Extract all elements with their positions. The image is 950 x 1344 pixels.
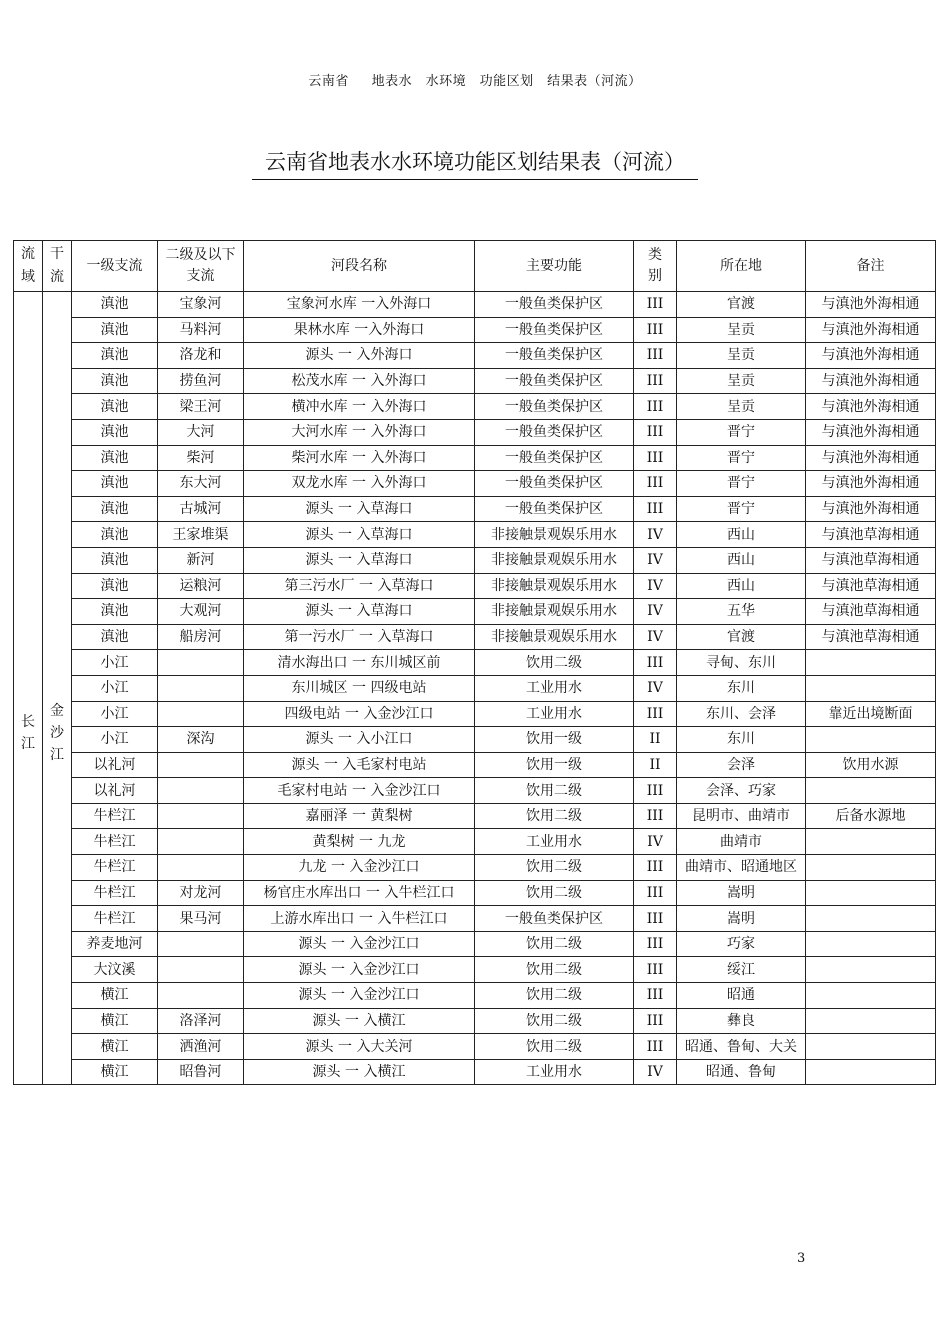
location-cell: 寻甸、东川	[677, 650, 806, 676]
table-row	[14, 701, 936, 727]
section-name-cell: 松茂水库 一 入外海口	[244, 368, 475, 394]
table-row	[14, 599, 936, 625]
table-row	[14, 471, 936, 497]
class-cell: III	[634, 957, 677, 983]
class-cell: IV	[634, 573, 677, 599]
section-name-cell: 黄梨树 一 九龙	[244, 829, 475, 855]
tributary2-cell: 东大河	[158, 471, 244, 497]
tributary1-cell: 横江	[72, 1034, 158, 1060]
remarks-cell	[806, 727, 936, 753]
remarks-cell: 靠近出境断面	[806, 701, 936, 727]
section-name-cell: 大河水库 一 入外海口	[244, 419, 475, 445]
main-function-cell: 一般鱼类保护区	[475, 292, 634, 318]
main-function-cell: 一般鱼类保护区	[475, 445, 634, 471]
class-cell: III	[634, 317, 677, 343]
class-cell: IV	[634, 599, 677, 625]
table-row	[14, 317, 936, 343]
remarks-cell: 与滇池外海相通	[806, 419, 936, 445]
tributary1-cell: 滇池	[72, 573, 158, 599]
table-row	[14, 368, 936, 394]
tributary1-cell: 滇池	[72, 317, 158, 343]
col-section-header: 河段名称	[244, 241, 475, 292]
header-vertical-text: 干流	[50, 246, 64, 285]
section-name-cell: 果林水库 一入外海口	[244, 317, 475, 343]
remarks-cell	[806, 931, 936, 957]
class-cell: III	[634, 855, 677, 881]
class-cell: III	[634, 1008, 677, 1034]
remarks-cell: 与滇池草海相通	[806, 624, 936, 650]
remarks-cell	[806, 1034, 936, 1060]
tributary2-cell: 王家堆渠	[158, 522, 244, 548]
section-name-cell: 源头 一 入草海口	[244, 547, 475, 573]
tributary1-cell: 小江	[72, 675, 158, 701]
main-function-cell: 饮用二级	[475, 803, 634, 829]
col-tributary1-header: 一级支流	[72, 241, 158, 292]
col-class-header: 类别	[634, 241, 677, 292]
class-cell: III	[634, 701, 677, 727]
table-row	[14, 1034, 936, 1060]
tributary2-cell: 船房河	[158, 624, 244, 650]
main-function-cell: 饮用二级	[475, 778, 634, 804]
main-function-cell: 工业用水	[475, 1059, 634, 1085]
tributary1-cell: 滇池	[72, 624, 158, 650]
location-cell: 东川	[677, 675, 806, 701]
class-cell: III	[634, 343, 677, 369]
section-name-cell: 源头 一 入大关河	[244, 1034, 475, 1060]
tributary2-cell: 新河	[158, 547, 244, 573]
remarks-cell: 饮用水源	[806, 752, 936, 778]
remarks-cell: 与滇池草海相通	[806, 522, 936, 548]
tributary1-cell: 滇池	[72, 292, 158, 318]
tributary1-cell: 横江	[72, 983, 158, 1009]
tributary1-cell: 牛栏江	[72, 855, 158, 881]
class-cell: IV	[634, 624, 677, 650]
tributary1-cell: 小江	[72, 650, 158, 676]
class-cell: III	[634, 445, 677, 471]
tributary1-cell: 滇池	[72, 343, 158, 369]
location-cell: 晋宁	[677, 419, 806, 445]
main-function-cell: 饮用二级	[475, 983, 634, 1009]
remarks-cell: 与滇池外海相通	[806, 445, 936, 471]
remarks-cell	[806, 1008, 936, 1034]
tributary1-cell: 横江	[72, 1008, 158, 1034]
table-body	[14, 292, 936, 1085]
tributary2-cell: 宝象河	[158, 292, 244, 318]
tributary2-cell	[158, 983, 244, 1009]
table-row	[14, 496, 936, 522]
class-cell: III	[634, 983, 677, 1009]
main-function-cell: 饮用二级	[475, 957, 634, 983]
section-name-cell: 源头 一 入金沙江口	[244, 931, 475, 957]
running-header: 云南省 地表水 水环境 功能区划 结果表（河流）	[308, 74, 642, 89]
main-function-cell: 一般鱼类保护区	[475, 394, 634, 420]
main-function-cell: 非接触景观娱乐用水	[475, 522, 634, 548]
main-function-cell: 一般鱼类保护区	[475, 343, 634, 369]
location-cell: 东川	[677, 727, 806, 753]
section-name-cell: 源头 一 入横江	[244, 1059, 475, 1085]
class-cell: IV	[634, 675, 677, 701]
section-name-cell: 第三污水厂 一 入草海口	[244, 573, 475, 599]
table-row	[14, 343, 936, 369]
location-cell: 晋宁	[677, 445, 806, 471]
location-cell: 昭通	[677, 983, 806, 1009]
location-cell: 巧家	[677, 931, 806, 957]
main-function-cell: 一般鱼类保护区	[475, 317, 634, 343]
header-vertical-text: 流域	[21, 246, 35, 285]
section-name-cell: 源头 一 入外海口	[244, 343, 475, 369]
tributary1-cell: 滇池	[72, 496, 158, 522]
tributary2-cell: 古城河	[158, 496, 244, 522]
main-function-cell: 饮用二级	[475, 650, 634, 676]
tributary2-cell: 马料河	[158, 317, 244, 343]
location-cell: 嵩明	[677, 906, 806, 932]
remarks-cell: 与滇池外海相通	[806, 368, 936, 394]
mainstream-cell: 金沙江	[43, 292, 72, 1085]
location-cell: 曲靖市	[677, 829, 806, 855]
main-function-cell: 饮用二级	[475, 931, 634, 957]
tributary2-cell	[158, 855, 244, 881]
remarks-cell	[806, 855, 936, 881]
location-cell: 官渡	[677, 624, 806, 650]
tributary2-cell: 洛泽河	[158, 1008, 244, 1034]
remarks-cell	[806, 906, 936, 932]
tributary2-cell: 昭鲁河	[158, 1059, 244, 1085]
section-name-cell: 杨官庄水库出口 一 入牛栏江口	[244, 880, 475, 906]
main-function-cell: 非接触景观娱乐用水	[475, 547, 634, 573]
class-cell: III	[634, 803, 677, 829]
table-row	[14, 292, 936, 318]
class-cell: III	[634, 394, 677, 420]
tributary1-cell: 牛栏江	[72, 803, 158, 829]
class-cell: III	[634, 778, 677, 804]
table-row	[14, 727, 936, 753]
main-function-cell: 饮用一级	[475, 752, 634, 778]
section-name-cell: 嘉丽泽 一 黄梨树	[244, 803, 475, 829]
main-function-cell: 工业用水	[475, 675, 634, 701]
location-cell: 呈贡	[677, 368, 806, 394]
class-cell: III	[634, 496, 677, 522]
table-row	[14, 445, 936, 471]
remarks-cell: 与滇池外海相通	[806, 317, 936, 343]
table-row	[14, 419, 936, 445]
class-cell: IV	[634, 522, 677, 548]
main-function-cell: 一般鱼类保护区	[475, 471, 634, 497]
location-cell: 昭通、鲁甸、大关	[677, 1034, 806, 1060]
table-row	[14, 906, 936, 932]
tributary2-cell: 对龙河	[158, 880, 244, 906]
tributary2-cell	[158, 829, 244, 855]
location-cell: 呈贡	[677, 394, 806, 420]
main-function-cell: 饮用二级	[475, 880, 634, 906]
col-remarks-header: 备注	[806, 241, 936, 292]
section-name-cell: 宝象河水库 一入外海口	[244, 292, 475, 318]
tributary1-cell: 小江	[72, 701, 158, 727]
location-cell: 晋宁	[677, 496, 806, 522]
main-function-cell: 一般鱼类保护区	[475, 419, 634, 445]
section-name-cell: 源头 一 入草海口	[244, 599, 475, 625]
document-title: 云南省地表水水环境功能区划结果表（河流）	[252, 146, 698, 180]
location-cell: 昭通、鲁甸	[677, 1059, 806, 1085]
tributary1-cell: 滇池	[72, 522, 158, 548]
section-name-cell: 清水海出口 一 东川城区前	[244, 650, 475, 676]
col-tributary2-header: 二级及以下支流	[158, 241, 244, 292]
location-cell: 会泽、巧家	[677, 778, 806, 804]
tributary1-cell: 滇池	[72, 419, 158, 445]
location-cell: 彝良	[677, 1008, 806, 1034]
tributary2-cell: 捞鱼河	[158, 368, 244, 394]
tributary2-cell: 洛龙和	[158, 343, 244, 369]
table-row	[14, 957, 936, 983]
class-cell: IV	[634, 547, 677, 573]
class-cell: III	[634, 906, 677, 932]
section-name-cell: 源头 一 入金沙江口	[244, 983, 475, 1009]
main-function-cell: 一般鱼类保护区	[475, 906, 634, 932]
table-row	[14, 752, 936, 778]
tributary1-cell: 滇池	[72, 445, 158, 471]
remarks-cell	[806, 675, 936, 701]
tributary2-cell	[158, 778, 244, 804]
tributary1-cell: 滇池	[72, 394, 158, 420]
remarks-cell: 与滇池外海相通	[806, 343, 936, 369]
table-row	[14, 624, 936, 650]
col-location-header: 所在地	[677, 241, 806, 292]
remarks-cell: 后备水源地	[806, 803, 936, 829]
section-name-cell: 源头 一 入毛家村电站	[244, 752, 475, 778]
table-row	[14, 573, 936, 599]
basin-cell: 长江	[14, 292, 43, 1085]
location-cell: 绥江	[677, 957, 806, 983]
location-cell: 曲靖市、昭通地区	[677, 855, 806, 881]
col-mainstream-header	[43, 241, 72, 292]
section-name-cell: 毛家村电站 一 入金沙江口	[244, 778, 475, 804]
location-cell: 五华	[677, 599, 806, 625]
main-function-cell: 饮用一级	[475, 727, 634, 753]
remarks-cell	[806, 880, 936, 906]
table-row	[14, 983, 936, 1009]
section-name-cell: 柴河水库 一 入外海口	[244, 445, 475, 471]
tributary1-cell: 以礼河	[72, 778, 158, 804]
section-name-cell: 双龙水库 一 入外海口	[244, 471, 475, 497]
section-name-cell: 九龙 一 入金沙江口	[244, 855, 475, 881]
table-row	[14, 394, 936, 420]
tributary1-cell: 滇池	[72, 599, 158, 625]
section-name-cell: 源头 一 入草海口	[244, 522, 475, 548]
table-row	[14, 803, 936, 829]
main-function-cell: 工业用水	[475, 829, 634, 855]
remarks-cell: 与滇池草海相通	[806, 599, 936, 625]
tributary1-cell: 养麦地河	[72, 931, 158, 957]
remarks-cell	[806, 778, 936, 804]
tributary2-cell	[158, 701, 244, 727]
remarks-cell: 与滇池外海相通	[806, 394, 936, 420]
section-name-cell: 四级电站 一 入金沙江口	[244, 701, 475, 727]
class-cell: III	[634, 419, 677, 445]
tributary1-cell: 滇池	[72, 471, 158, 497]
remarks-cell: 与滇池外海相通	[806, 496, 936, 522]
main-function-cell: 非接触景观娱乐用水	[475, 599, 634, 625]
section-name-cell: 东川城区 一 四级电站	[244, 675, 475, 701]
section-name-cell: 源头 一 入小江口	[244, 727, 475, 753]
class-cell: IV	[634, 829, 677, 855]
location-cell: 嵩明	[677, 880, 806, 906]
class-cell: III	[634, 880, 677, 906]
tributary1-cell: 滇池	[72, 547, 158, 573]
table-row	[14, 547, 936, 573]
table-row	[14, 522, 936, 548]
tributary1-cell: 牛栏江	[72, 880, 158, 906]
remarks-cell	[806, 957, 936, 983]
water-function-zoning-table	[13, 240, 936, 1085]
section-name-cell: 源头 一 入金沙江口	[244, 957, 475, 983]
tributary2-cell: 果马河	[158, 906, 244, 932]
tributary2-cell: 大观河	[158, 599, 244, 625]
main-function-cell: 一般鱼类保护区	[475, 496, 634, 522]
location-cell: 东川、会泽	[677, 701, 806, 727]
location-cell: 西山	[677, 573, 806, 599]
location-cell: 西山	[677, 547, 806, 573]
tributary2-cell: 柴河	[158, 445, 244, 471]
class-cell: III	[634, 368, 677, 394]
location-cell: 会泽	[677, 752, 806, 778]
table-row	[14, 778, 936, 804]
remarks-cell	[806, 983, 936, 1009]
main-function-cell: 非接触景观娱乐用水	[475, 624, 634, 650]
tributary2-cell: 运粮河	[158, 573, 244, 599]
tributary2-cell	[158, 957, 244, 983]
tributary1-cell: 牛栏江	[72, 829, 158, 855]
col-function-header: 主要功能	[475, 241, 634, 292]
tributary2-cell	[158, 752, 244, 778]
table-row	[14, 1008, 936, 1034]
location-cell: 官渡	[677, 292, 806, 318]
class-cell: III	[634, 1034, 677, 1060]
section-name-cell: 源头 一 入横江	[244, 1008, 475, 1034]
location-cell: 呈贡	[677, 317, 806, 343]
section-name-cell: 上游水库出口 一 入牛栏江口	[244, 906, 475, 932]
tributary1-cell: 滇池	[72, 368, 158, 394]
class-cell: IV	[634, 1059, 677, 1085]
tributary2-cell	[158, 650, 244, 676]
remarks-cell	[806, 650, 936, 676]
tributary2-cell	[158, 931, 244, 957]
remarks-cell: 与滇池草海相通	[806, 573, 936, 599]
remarks-cell	[806, 1059, 936, 1085]
tributary2-cell: 大河	[158, 419, 244, 445]
main-function-cell: 饮用二级	[475, 1008, 634, 1034]
location-cell: 晋宁	[677, 471, 806, 497]
remarks-cell: 与滇池外海相通	[806, 471, 936, 497]
location-cell: 西山	[677, 522, 806, 548]
class-cell: III	[634, 292, 677, 318]
class-cell: II	[634, 752, 677, 778]
section-name-cell: 第一污水厂 一 入草海口	[244, 624, 475, 650]
remarks-cell	[806, 829, 936, 855]
class-cell: II	[634, 727, 677, 753]
main-function-cell: 非接触景观娱乐用水	[475, 573, 634, 599]
table-header-row	[14, 241, 936, 292]
remarks-cell: 与滇池外海相通	[806, 292, 936, 318]
class-cell: III	[634, 931, 677, 957]
class-cell: III	[634, 471, 677, 497]
main-function-cell: 一般鱼类保护区	[475, 368, 634, 394]
remarks-cell: 与滇池草海相通	[806, 547, 936, 573]
class-cell: III	[634, 650, 677, 676]
tributary2-cell: 洒渔河	[158, 1034, 244, 1060]
tributary1-cell: 小江	[72, 727, 158, 753]
tributary2-cell: 深沟	[158, 727, 244, 753]
section-name-cell: 横冲水库 一 入外海口	[244, 394, 475, 420]
table-row	[14, 931, 936, 957]
tributary1-cell: 以礼河	[72, 752, 158, 778]
table-row	[14, 650, 936, 676]
location-cell: 昆明市、曲靖市	[677, 803, 806, 829]
tributary1-cell: 牛栏江	[72, 906, 158, 932]
table-row	[14, 1059, 936, 1085]
section-name-cell: 源头 一 入草海口	[244, 496, 475, 522]
tributary1-cell: 横江	[72, 1059, 158, 1085]
table-row	[14, 829, 936, 855]
page-number: 3	[797, 1251, 806, 1266]
tributary2-cell	[158, 675, 244, 701]
main-function-cell: 工业用水	[475, 701, 634, 727]
tributary2-cell	[158, 803, 244, 829]
col-basin-header	[14, 241, 43, 292]
location-cell: 呈贡	[677, 343, 806, 369]
table-row	[14, 675, 936, 701]
tributary1-cell: 大汶溪	[72, 957, 158, 983]
tributary2-cell: 梁王河	[158, 394, 244, 420]
table-row	[14, 880, 936, 906]
main-function-cell: 饮用二级	[475, 1034, 634, 1060]
main-function-cell: 饮用二级	[475, 855, 634, 881]
table-row	[14, 855, 936, 881]
